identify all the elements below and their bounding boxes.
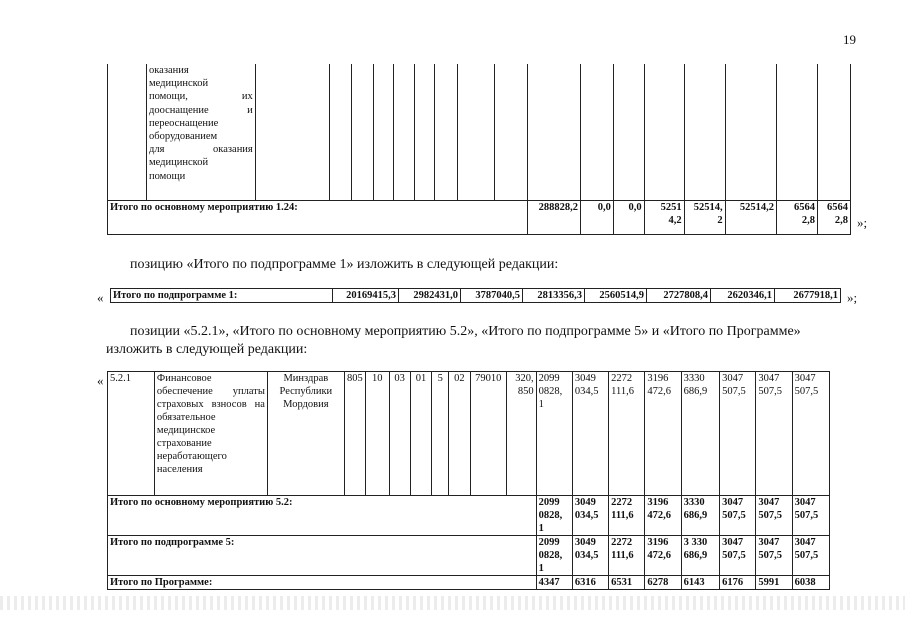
total-sub-5-label: Итого по подпрограмме 5: — [108, 536, 537, 576]
description-word: оказания — [148, 65, 189, 76]
program-total-value: 5991 — [756, 576, 792, 590]
total-sub-5-value: 3 330 686,9 — [681, 536, 719, 576]
code-cell: 03 — [389, 372, 410, 496]
total-1-24-value: 6564 2,8 — [818, 200, 851, 234]
total-label-1-24: Итого по основному мероприятию 1.24: — [108, 200, 528, 234]
subprogram-1-value: 2813356,3 — [523, 289, 585, 303]
row-value: 3049 034,5 — [572, 372, 608, 496]
total-5-2-label: Итого по основному мероприятию 5.2: — [108, 496, 537, 536]
program-total-value: 4347 — [536, 576, 572, 590]
code-cell: 79010 — [470, 372, 506, 496]
total-1-24-value: 0,0 — [580, 200, 613, 234]
description-word: оказания — [213, 144, 253, 156]
program-total-label: Итого по Программе: — [108, 576, 537, 590]
code-cell: 320, 850 — [506, 372, 536, 496]
description-line — [149, 90, 253, 103]
total-1-24-value: 6564 2,8 — [776, 200, 817, 234]
row-value: 3196 472,6 — [645, 372, 681, 496]
total-sub-5-value: 3047 507,5 — [792, 536, 829, 576]
total-sub-5-value: 3047 507,5 — [720, 536, 756, 576]
description-word: для — [148, 144, 165, 156]
total-5-2-value: 2272 111,6 — [609, 496, 645, 536]
total-1-24-value: 5251 4,2 — [644, 200, 684, 234]
total-1-24-value: 52514, 2 — [684, 200, 725, 234]
code-cell: 805 — [344, 372, 365, 496]
description-line — [149, 77, 253, 90]
total-1-24-value: 52514,2 — [725, 200, 776, 234]
total-5-2-value: 2099 0828, 1 — [536, 496, 572, 536]
table-subprogram-1-total — [110, 288, 841, 303]
description-word: их — [241, 91, 253, 103]
row-value: 2099 0828, 1 — [536, 372, 572, 496]
code-cell: 10 — [366, 372, 389, 496]
page-number: 19 — [843, 32, 856, 47]
row-number: 5.2.1 — [108, 372, 155, 496]
total-5-2-value: 3047 507,5 — [756, 496, 792, 536]
description-line — [149, 143, 253, 156]
subprogram-1-value: 2727808,4 — [647, 289, 711, 303]
code-cell: 5 — [432, 372, 449, 496]
paragraph-1: позицию «Итого по подпрограмме 1» изложить в следующей редакции: — [130, 257, 559, 272]
close-quote-1: »; — [857, 215, 868, 230]
close-quote-2: »; — [847, 290, 858, 305]
total-1-24-value: 288828,2 — [527, 200, 580, 234]
program-total-value: 6038 — [792, 576, 829, 590]
row-description: Финансовое обеспечение уплаты страховых взносов на обязательное медицинское страхование неработающего населения — [154, 372, 267, 496]
description-line — [149, 170, 253, 183]
activity-description — [146, 64, 255, 200]
description-line — [149, 117, 253, 130]
total-sub-5-value: 2099 0828, 1 — [536, 536, 572, 576]
program-total-value: 6316 — [572, 576, 608, 590]
code-cell: 01 — [410, 372, 431, 496]
table-activity-1-24 — [107, 64, 851, 235]
row-value: 3330 686,9 — [681, 372, 719, 496]
row-value: 3047 507,5 — [756, 372, 792, 496]
row-value: 3047 507,5 — [720, 372, 756, 496]
subprogram-1-value: 3787040,5 — [461, 289, 523, 303]
description-word: и — [247, 104, 253, 116]
program-total-value: 6531 — [609, 576, 645, 590]
paragraph-2-line-1: позиции «5.2.1», «Итого по основному мероприятию 5.2», «Итого по подпрограмме 5» и «Итого по Программе» — [130, 324, 801, 339]
description-word: оборудованием — [148, 131, 218, 143]
subprogram-1-value: 2677918,1 — [775, 289, 841, 303]
description-word: помощи, — [148, 91, 188, 103]
description-line — [149, 104, 253, 117]
description-word: переоснащение — [148, 117, 219, 129]
description-word: медицинской — [148, 157, 209, 169]
description-word: дооснащение — [148, 104, 209, 116]
scan-artifact-strip — [0, 596, 905, 610]
total-5-2-value: 3049 034,5 — [572, 496, 608, 536]
description-line — [149, 130, 253, 143]
total-5-2-value: 3047 507,5 — [720, 496, 756, 536]
total-sub-5-value: 3047 507,5 — [756, 536, 792, 576]
description-word: медицинской — [148, 78, 209, 90]
total-sub-5-value: 2272 111,6 — [609, 536, 645, 576]
total-5-2-value: 3330 686,9 — [681, 496, 719, 536]
total-sub-5-value: 3049 034,5 — [572, 536, 608, 576]
total-5-2-value: 3047 507,5 — [792, 496, 829, 536]
row-value: 2272 111,6 — [609, 372, 645, 496]
program-total-value: 6278 — [645, 576, 681, 590]
description-line — [149, 64, 253, 77]
subprogram-1-value: 2982431,0 — [399, 289, 461, 303]
description-line — [149, 156, 253, 169]
open-quote-3: « — [97, 373, 104, 388]
row-value: 3047 507,5 — [792, 372, 829, 496]
open-quote-2: « — [97, 290, 104, 305]
table-program-totals — [107, 371, 830, 590]
paragraph-2-line-2: изложить в следующей редакции: — [106, 342, 308, 357]
subprogram-1-value: 2560514,9 — [585, 289, 647, 303]
code-cell: 02 — [449, 372, 470, 496]
subprogram-1-value: 20169415,3 — [333, 289, 399, 303]
row-organization: Минздрав Республики Мордовия — [267, 372, 344, 496]
total-5-2-value: 3196 472,6 — [645, 496, 681, 536]
program-total-value: 6143 — [681, 576, 719, 590]
total-sub-5-value: 3196 472,6 — [645, 536, 681, 576]
total-1-24-value: 0,0 — [613, 200, 644, 234]
subprogram-1-value: 2620346,1 — [711, 289, 775, 303]
program-total-value: 6176 — [720, 576, 756, 590]
subprogram-1-label: Итого по подпрограмме 1: — [111, 289, 333, 303]
description-word: помощи — [148, 170, 186, 182]
